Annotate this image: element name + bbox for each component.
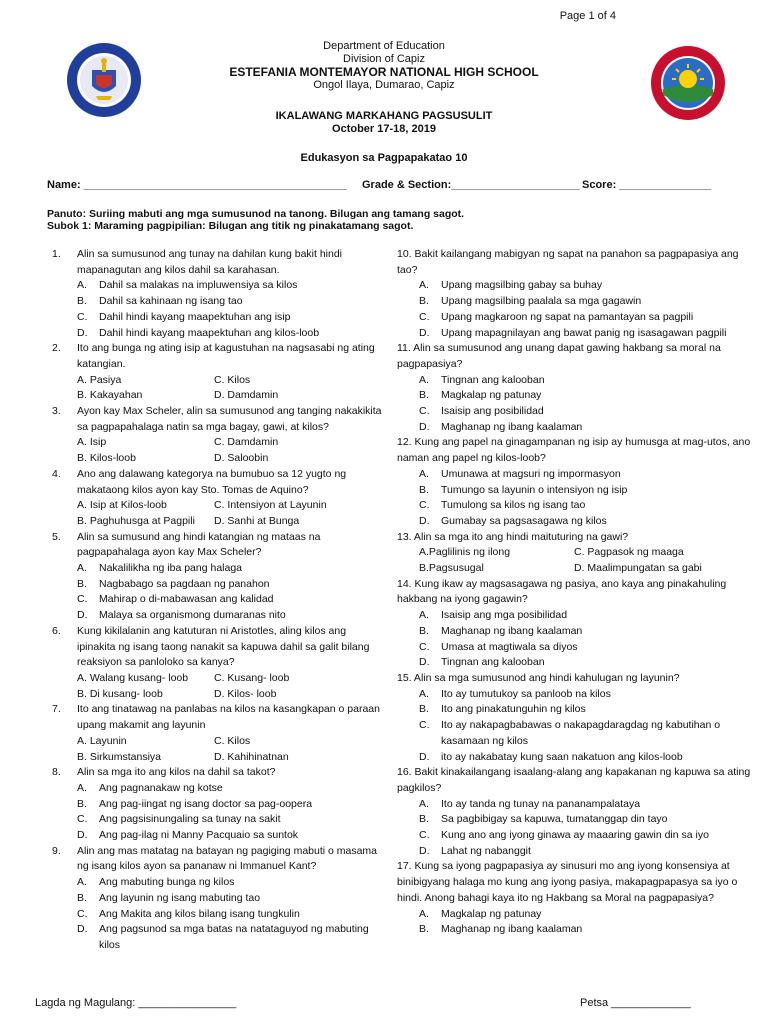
answer-option[interactable] [397, 294, 752, 310]
school-header [0, 40, 768, 92]
option-text: Isaisip ang posibilidad [441, 405, 544, 418]
option-letter: B. [419, 624, 429, 637]
option-text: Ito ay nakapagbabawas o nakapagdaragdag ng kabutihan o kasamaan ng kilos [441, 719, 721, 747]
answer-option[interactable] [52, 875, 387, 891]
option-text: Tumungo sa layunin o intensiyon ng isip [441, 483, 628, 496]
answer-option-pair [52, 734, 387, 750]
answer-option[interactable]: D. Sanhi at Bunga [214, 514, 300, 527]
question-number: 3. [52, 405, 61, 418]
option-letter: C. [419, 405, 430, 418]
question-item [52, 765, 387, 781]
answer-option[interactable]: C. Kilos [214, 734, 251, 747]
question-text: 16. Bakit kinakailangang isaalang-alang ang kapakanan ng kapuwa sa ating pagkilos? [397, 766, 751, 794]
option-text: Ang layunin ng isang mabuting tao [99, 891, 261, 904]
option-text: Ang mabuting bunga ng kilos [99, 876, 235, 889]
answer-option[interactable]: A. Isip at Kilos-loob [77, 499, 167, 512]
answer-option[interactable] [397, 310, 752, 326]
answer-option-pair [52, 388, 387, 404]
option-text: Kung ano ang iyong ginawa ay maaaring gawin din sa iyo [441, 829, 709, 842]
answer-option[interactable] [397, 483, 752, 499]
question-text: 17. Kung sa iyong pagpapasiya ay sinusuri mo ang iyong konsensiya at binibigyang halaga mo kung ang iyong pasiya, makapagpapasya sa iyo o hindi. Anong bahagi kaya ito ng Hakbang sa Moral na pagpapasiya? [397, 860, 738, 904]
question-number: 2. [52, 342, 61, 355]
question-number: 1. [52, 248, 61, 260]
option-text: Upang magsilbing gabay sa buhay [441, 279, 603, 292]
option-letter: A. [77, 562, 87, 575]
option-text: Ang pagnanakaw ng kotse [99, 781, 223, 794]
question-number: 4. [52, 467, 61, 480]
option-letter: D. [419, 750, 430, 763]
answer-option-pair [52, 514, 387, 530]
option-text: Maghanap ng ibang kaalaman [441, 420, 583, 433]
option-text: Maghanap ng ibang kaalaman [441, 624, 583, 637]
option-letter: A. [419, 467, 429, 480]
answer-option[interactable]: B. Kilos-loob [77, 452, 136, 465]
exam-title: IKALAWANG MARKAHANG PAGSUSULIT [275, 110, 493, 122]
option-letter: D. [77, 829, 88, 842]
answer-option[interactable] [52, 922, 387, 953]
answer-option[interactable]: A. Layunin [77, 734, 127, 747]
answer-option[interactable] [52, 797, 387, 813]
student-info-row [47, 179, 727, 191]
answer-option[interactable] [397, 687, 752, 703]
option-letter: C. [77, 813, 88, 826]
option-letter: A. [77, 876, 87, 889]
answer-option[interactable] [397, 702, 752, 718]
answer-option[interactable] [52, 278, 387, 294]
option-letter: C. [77, 593, 88, 606]
answer-option[interactable] [52, 592, 387, 608]
option-text: ito ay nakabatay kung saan nakatuon ang kilos-loob [441, 750, 683, 763]
answer-option[interactable] [397, 326, 752, 342]
school-name: ESTEFANIA MONTEMAYOR NATIONAL HIGH SCHOOL [229, 65, 539, 79]
option-letter: D. [419, 514, 430, 527]
option-letter: D. [77, 326, 88, 339]
question-item [52, 844, 387, 875]
option-text: Ang pag-iingat ng isang doctor sa pag-oopera [99, 797, 313, 810]
answer-option[interactable]: B. Paghuhusga at Pagpili [77, 514, 195, 527]
answer-option[interactable] [397, 624, 752, 640]
answer-option-pair [52, 671, 387, 687]
answer-option[interactable]: A. Isip [77, 436, 107, 449]
school-address: Ongol Ilaya, Dumarao, Capiz [313, 79, 455, 91]
question-text: 14. Kung ikaw ay magsasagawa ng pasiya, ano kaya ang pinakahuling hakbang na iyong gagawin? [397, 577, 727, 606]
option-letter: D. [419, 844, 430, 857]
question-text: Alin ang mas matatag na batayan ng pagiging mabuti o masama ng isang kilos ayon sa pananaw ni Immanuel Kant? [77, 844, 378, 873]
answer-option[interactable] [397, 388, 752, 404]
answer-option[interactable]: B.Pagsusugal [419, 562, 484, 575]
option-text: Ito ang pinakatunguhin ng kilos [441, 703, 586, 716]
option-text: Dahil sa malakas na impluwensiya sa kilos [99, 279, 298, 292]
option-text: Magkalap ng patunay [441, 389, 542, 402]
answer-option[interactable] [397, 467, 752, 483]
option-text: Tumulong sa kilos ng isang tao [441, 499, 586, 512]
answer-option[interactable]: D. Kahihinatnan [214, 750, 289, 763]
answer-option[interactable]: C. Damdamin [214, 436, 279, 449]
option-letter: A. [419, 373, 429, 386]
option-text: Sa pagbibigay sa kapuwa, tumatanggap din tayo [441, 813, 668, 826]
answer-option[interactable]: C. Kusang- loob [214, 671, 290, 684]
exam-date: October 17-18, 2019 [332, 123, 436, 135]
option-letter: A. [419, 907, 429, 920]
option-letter: C. [77, 907, 88, 920]
option-text: Umunawa at magsuri ng impormasyon [441, 467, 621, 480]
question-number: 9. [52, 844, 61, 857]
option-letter: A. [419, 797, 429, 810]
answer-option[interactable] [397, 797, 752, 813]
option-letter: D. [77, 923, 88, 936]
option-text: Nakalilikha ng iba pang halaga [99, 562, 243, 575]
option-letter: A. [419, 279, 429, 292]
option-text: Umasa at magtiwala sa diyos [441, 640, 578, 653]
option-text: Upang magsilbing paalala sa mga gagawin [441, 295, 642, 308]
answer-option[interactable] [397, 812, 752, 828]
option-text: Tingnan ang kalooban [441, 656, 545, 669]
question-text: Kung kikilalanin ang katuturan ni Aristotles, aling kilos ang ipinakita ng isang taong nanakit sa kapuwa dahil sa galit bilang reaksiyon sa panloloko sa kanya? [77, 624, 370, 669]
option-text: Ito ay tanda ng tunay na pananampalataya [441, 797, 641, 810]
option-letter: B. [419, 389, 429, 402]
answer-option[interactable] [52, 907, 387, 923]
answer-option[interactable] [397, 828, 752, 844]
answer-option-pair [52, 451, 387, 467]
question-item [52, 404, 387, 435]
answer-option[interactable] [397, 844, 752, 860]
answer-option[interactable] [397, 907, 752, 923]
option-letter: B. [419, 813, 429, 826]
answer-option[interactable] [52, 828, 387, 844]
grade-section-field[interactable]: Grade & Section:_____________________ [362, 179, 580, 191]
answer-option[interactable] [397, 608, 752, 624]
option-letter: B. [419, 295, 429, 308]
answer-option[interactable] [397, 278, 752, 294]
option-letter: B. [77, 797, 87, 810]
question-number: 7. [52, 703, 61, 716]
option-letter: C. [419, 719, 430, 732]
answer-option-pair [52, 750, 387, 766]
question-item [52, 530, 387, 561]
answer-option[interactable]: D. Maalimpungatan sa gabi [574, 562, 702, 575]
option-letter: B. [77, 295, 87, 308]
answer-option[interactable] [52, 891, 387, 907]
answer-option[interactable] [397, 420, 752, 436]
right-question-column [397, 247, 752, 938]
score-field[interactable]: Score: _______________ [582, 179, 712, 191]
panuto-text: Panuto: Suriing mabuti ang mga sumusunod na tanong. Bilugan ang tamang sagot. [47, 208, 465, 220]
subok-text: Subok 1: Maraming pagpipilian: Bilugan ang titik ng pinakatamang sagot. [47, 220, 414, 232]
answer-option[interactable]: D. Saloobin [214, 452, 269, 465]
question-item [52, 624, 387, 671]
directions [47, 208, 464, 232]
option-letter: C. [419, 829, 430, 842]
answer-option[interactable] [52, 561, 387, 577]
question-number: 5. [52, 530, 61, 543]
answer-option[interactable]: A. Pasiya [77, 373, 122, 386]
answer-option[interactable]: B. Sirkumstansiya [77, 750, 162, 763]
answer-option[interactable]: D. Damdamin [214, 389, 279, 402]
option-letter: C. [77, 310, 88, 323]
option-letter: C. [419, 499, 430, 512]
answer-option[interactable] [52, 326, 387, 342]
option-letter: B. [77, 577, 87, 590]
option-text: Magkalap ng patunay [441, 907, 542, 920]
answer-option-pair [397, 561, 752, 577]
option-text: Maghanap ng ibang kaalaman [441, 923, 583, 936]
answer-option[interactable]: B. Kakayahan [77, 389, 143, 402]
option-letter: A. [419, 609, 429, 622]
question-item [52, 247, 387, 278]
answer-option[interactable]: C. Intensiyon at Layunin [214, 499, 327, 512]
option-letter: A. [419, 687, 429, 700]
option-text: Ang pagsunod sa mga batas na natataguyod ng mabuting kilos [99, 923, 369, 951]
question-item [52, 467, 387, 498]
option-letter: B. [419, 923, 429, 936]
answer-option[interactable] [397, 922, 752, 938]
question-text: Alin sa sumusund ang hindi katangian ng mataas na pagpapahalaga ayon kay Max Scheler? [77, 530, 321, 559]
option-text: Isaisip ang mga posibilidad [441, 609, 568, 622]
option-letter: B. [419, 483, 429, 496]
option-text: Tingnan ang kalooban [441, 373, 545, 386]
question-item [52, 341, 387, 372]
option-letter: A. [77, 279, 87, 292]
answer-option[interactable] [52, 608, 387, 624]
option-letter: D. [419, 656, 430, 669]
question-text: Ito ang tinatawag na panlabas na kilos na kasangkapan o paraan upang makamit ang layunin [77, 703, 380, 732]
option-letter: D. [77, 609, 88, 622]
option-letter: B. [419, 703, 429, 716]
option-letter: D. [419, 326, 430, 339]
answer-option[interactable]: D. Kilos- loob [214, 687, 277, 700]
question-item [52, 702, 387, 733]
exam-subject: Edukasyon sa Pagpapakatao 10 [300, 152, 468, 164]
option-text: Upang magkaroon ng sapat na pamantayan sa pagpili [441, 310, 694, 323]
division-line: Division of Capiz [343, 53, 425, 65]
answer-option[interactable]: B. Di kusang- loob [77, 687, 163, 700]
page-number: Page 1 of 4 [559, 10, 616, 22]
answer-option[interactable]: C. Pagpasok ng maaga [574, 546, 684, 559]
option-text: Upang mapagnilayan ang bawat panig ng isasagawan pagpili [441, 326, 727, 339]
question-text: 15. Alin sa mga sumusunod ang hindi kahulugan ng layunin? [397, 671, 680, 684]
answer-option[interactable]: A.Paglilinis ng ilong [419, 546, 511, 559]
option-letter: B. [77, 891, 87, 904]
question-text: Ano ang dalawang kategorya na bumubuo sa 12 yugto ng makataong kilos ayon kay Sto. Tomas de Aquino? [77, 467, 347, 496]
answer-option[interactable] [52, 812, 387, 828]
answer-option[interactable] [397, 750, 752, 766]
answer-option[interactable]: A. Walang kusang- loob [77, 671, 189, 684]
answer-option[interactable] [52, 781, 387, 797]
option-letter: A. [77, 781, 87, 794]
question-text: 11. Alin sa sumusunod ang unang dapat gawing hakbang sa moral na pagpapasiya? [397, 342, 721, 370]
question-text: Ito ang bunga ng ating isip at kagustuhan na nagsasabi ng ating katangian. [77, 342, 375, 370]
question-number: 6. [52, 624, 61, 637]
answer-option-pair [397, 545, 752, 561]
answer-option-pair [52, 498, 387, 514]
answer-option[interactable] [397, 640, 752, 656]
name-field[interactable]: Name: ___________________________________________ [47, 179, 347, 191]
option-text: Dahil sa kahinaan ng isang tao [99, 295, 243, 308]
option-text: Ang Makita ang kilos bilang isang tungkulin [99, 907, 300, 920]
option-text: Gumabay sa pagsasagawa ng kilos [441, 514, 607, 527]
option-text: Dahil hindi kayang maapektuhan ang kilos-loob [99, 326, 320, 339]
answer-option-pair [52, 373, 387, 389]
answer-option[interactable] [52, 310, 387, 326]
option-text: Lahat ng nabanggit [441, 844, 531, 857]
answer-option-pair [52, 687, 387, 703]
answer-option[interactable] [397, 373, 752, 389]
answer-option[interactable] [397, 718, 752, 749]
answer-option[interactable] [397, 655, 752, 671]
answer-option[interactable] [397, 498, 752, 514]
question-text: Alin sa sumusunod ang tunay na dahilan kung bakit hindi mapanagutan ang kilos dahil sa karahasan. [77, 248, 343, 276]
question-text: 13. Alin sa mga ito ang hindi maituturing na gawi? [397, 530, 629, 543]
option-letter: C. [419, 640, 430, 653]
date-line: Petsa _____________ [580, 997, 691, 1009]
answer-option-pair [52, 435, 387, 451]
option-text: Dahil hindi kayang maapektuhan ang isip [99, 310, 291, 323]
question-text: Ayon kay Max Scheler, alin sa sumusunod ang tanging nakakikita sa pagpapahalaga natin sa mga bagay, gawi, at kilos? [77, 405, 382, 433]
question-text: Alin sa mga ito ang kilos na dahil sa takot? [77, 766, 276, 779]
answer-option[interactable] [52, 577, 387, 593]
left-question-column [52, 247, 387, 954]
answer-option[interactable]: C. Kilos [214, 373, 251, 386]
option-text: Mahirap o di-mabawasan ang kalidad [99, 593, 274, 606]
department-line: Department of Education [323, 40, 445, 52]
question-text: 12. Kung ang papel na ginagampanan ng isip ay humusga at mag-utos, ano naman ang papel ng kilos-loob? [397, 436, 751, 465]
option-text: Nagbabago sa pagdaan ng panahon [99, 577, 270, 590]
answer-option[interactable] [52, 294, 387, 310]
option-text: Ito ay tumutukoy sa panloob na kilos [441, 687, 611, 700]
parent-signature-line: Lagda ng Magulang: ________________ [35, 997, 237, 1009]
option-letter: D. [419, 420, 430, 433]
option-text: Malaya sa organismong dumaranas nito [99, 609, 286, 622]
option-text: Ang pagsisinungaling sa tunay na sakit [99, 813, 281, 826]
question-text: 10. Bakit kailangang mabigyan ng sapat na panahon sa pagpapasiya ang tao? [397, 248, 739, 276]
answer-option[interactable] [397, 404, 752, 420]
answer-option[interactable] [397, 514, 752, 530]
question-number: 8. [52, 766, 61, 779]
option-letter: C. [419, 310, 430, 323]
option-text: Ang pag-ilag ni Manny Pacquaio sa suntok [99, 829, 299, 842]
